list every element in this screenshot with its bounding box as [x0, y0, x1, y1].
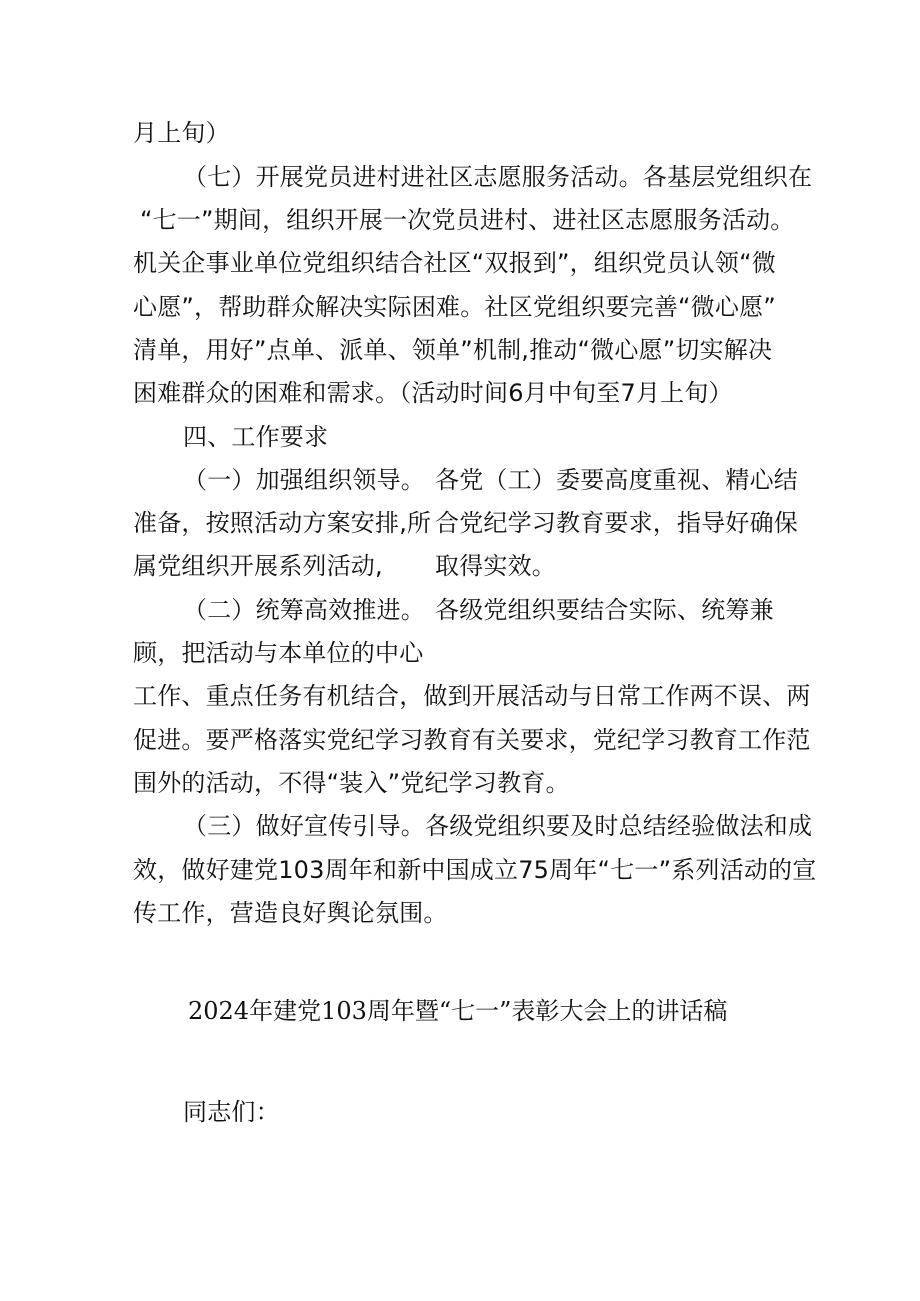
text-line: “七一”期间，组织开展一次党员进村、进社区志愿服务活动。	[140, 206, 795, 234]
text-line: 机关企事业单位党组织结合社区“双报到”，组织党员认领“微	[133, 249, 776, 277]
text-line: 心愿”，帮助群众解决实际困难。社区党组织要完善“微心愿”	[133, 293, 776, 321]
text-line: 工作、重点任务有机结合，做到开展活动与日常工作两不误、两	[133, 682, 811, 710]
speech-title: 2024年建党103周年暨“七一”表彰大会上的讲话稿	[188, 997, 728, 1025]
text-line: （一）加强组织领导。	[183, 466, 425, 494]
text-line: 传工作，营造良好舆论氛围。	[133, 899, 448, 927]
text-line: 围外的活动，不得“装入”党纪学习教育。	[133, 769, 570, 797]
text-line: 困难群众的困难和需求。（活动时间6月中旬至7月上旬）	[133, 379, 733, 407]
text-line: 准备，按照活动方案安排,所	[133, 509, 432, 537]
text-line: 月上旬）	[133, 119, 230, 147]
text-line: 属党组织开展系列活动,	[133, 552, 383, 580]
text-line: 各级党组织要结合实际、统筹兼	[435, 596, 774, 624]
text-line: 促进。要严格落实党纪学习教育有关要求，党纪学习教育工作范	[133, 726, 811, 754]
text-line: 顾，把活动与本单位的中心	[133, 639, 424, 667]
text-line: （三）做好宣传引导。各级党组织要及时总结经验做法和成	[183, 812, 813, 840]
text-line: （二）统筹高效推进。	[183, 596, 425, 624]
text-line: 清单，用好”点单、派单、领单”机制,推动“微心愿”切实解决	[133, 336, 773, 364]
text-line: 各党（工）委要高度重视、精心结	[435, 466, 798, 494]
text-line: 合党纪学习教育要求，指导好确保	[435, 509, 798, 537]
salutation: 同志们：	[183, 1098, 280, 1126]
text-line: 取得实效。	[435, 552, 556, 580]
section-heading: 四、工作要求	[183, 423, 329, 451]
text-line: 效，做好建党103周年和新中国成立75周年“七一”系列活动的宣	[133, 856, 817, 884]
text-line: （七）开展党员进村进社区志愿服务活动。各基层党组织在	[183, 163, 813, 191]
